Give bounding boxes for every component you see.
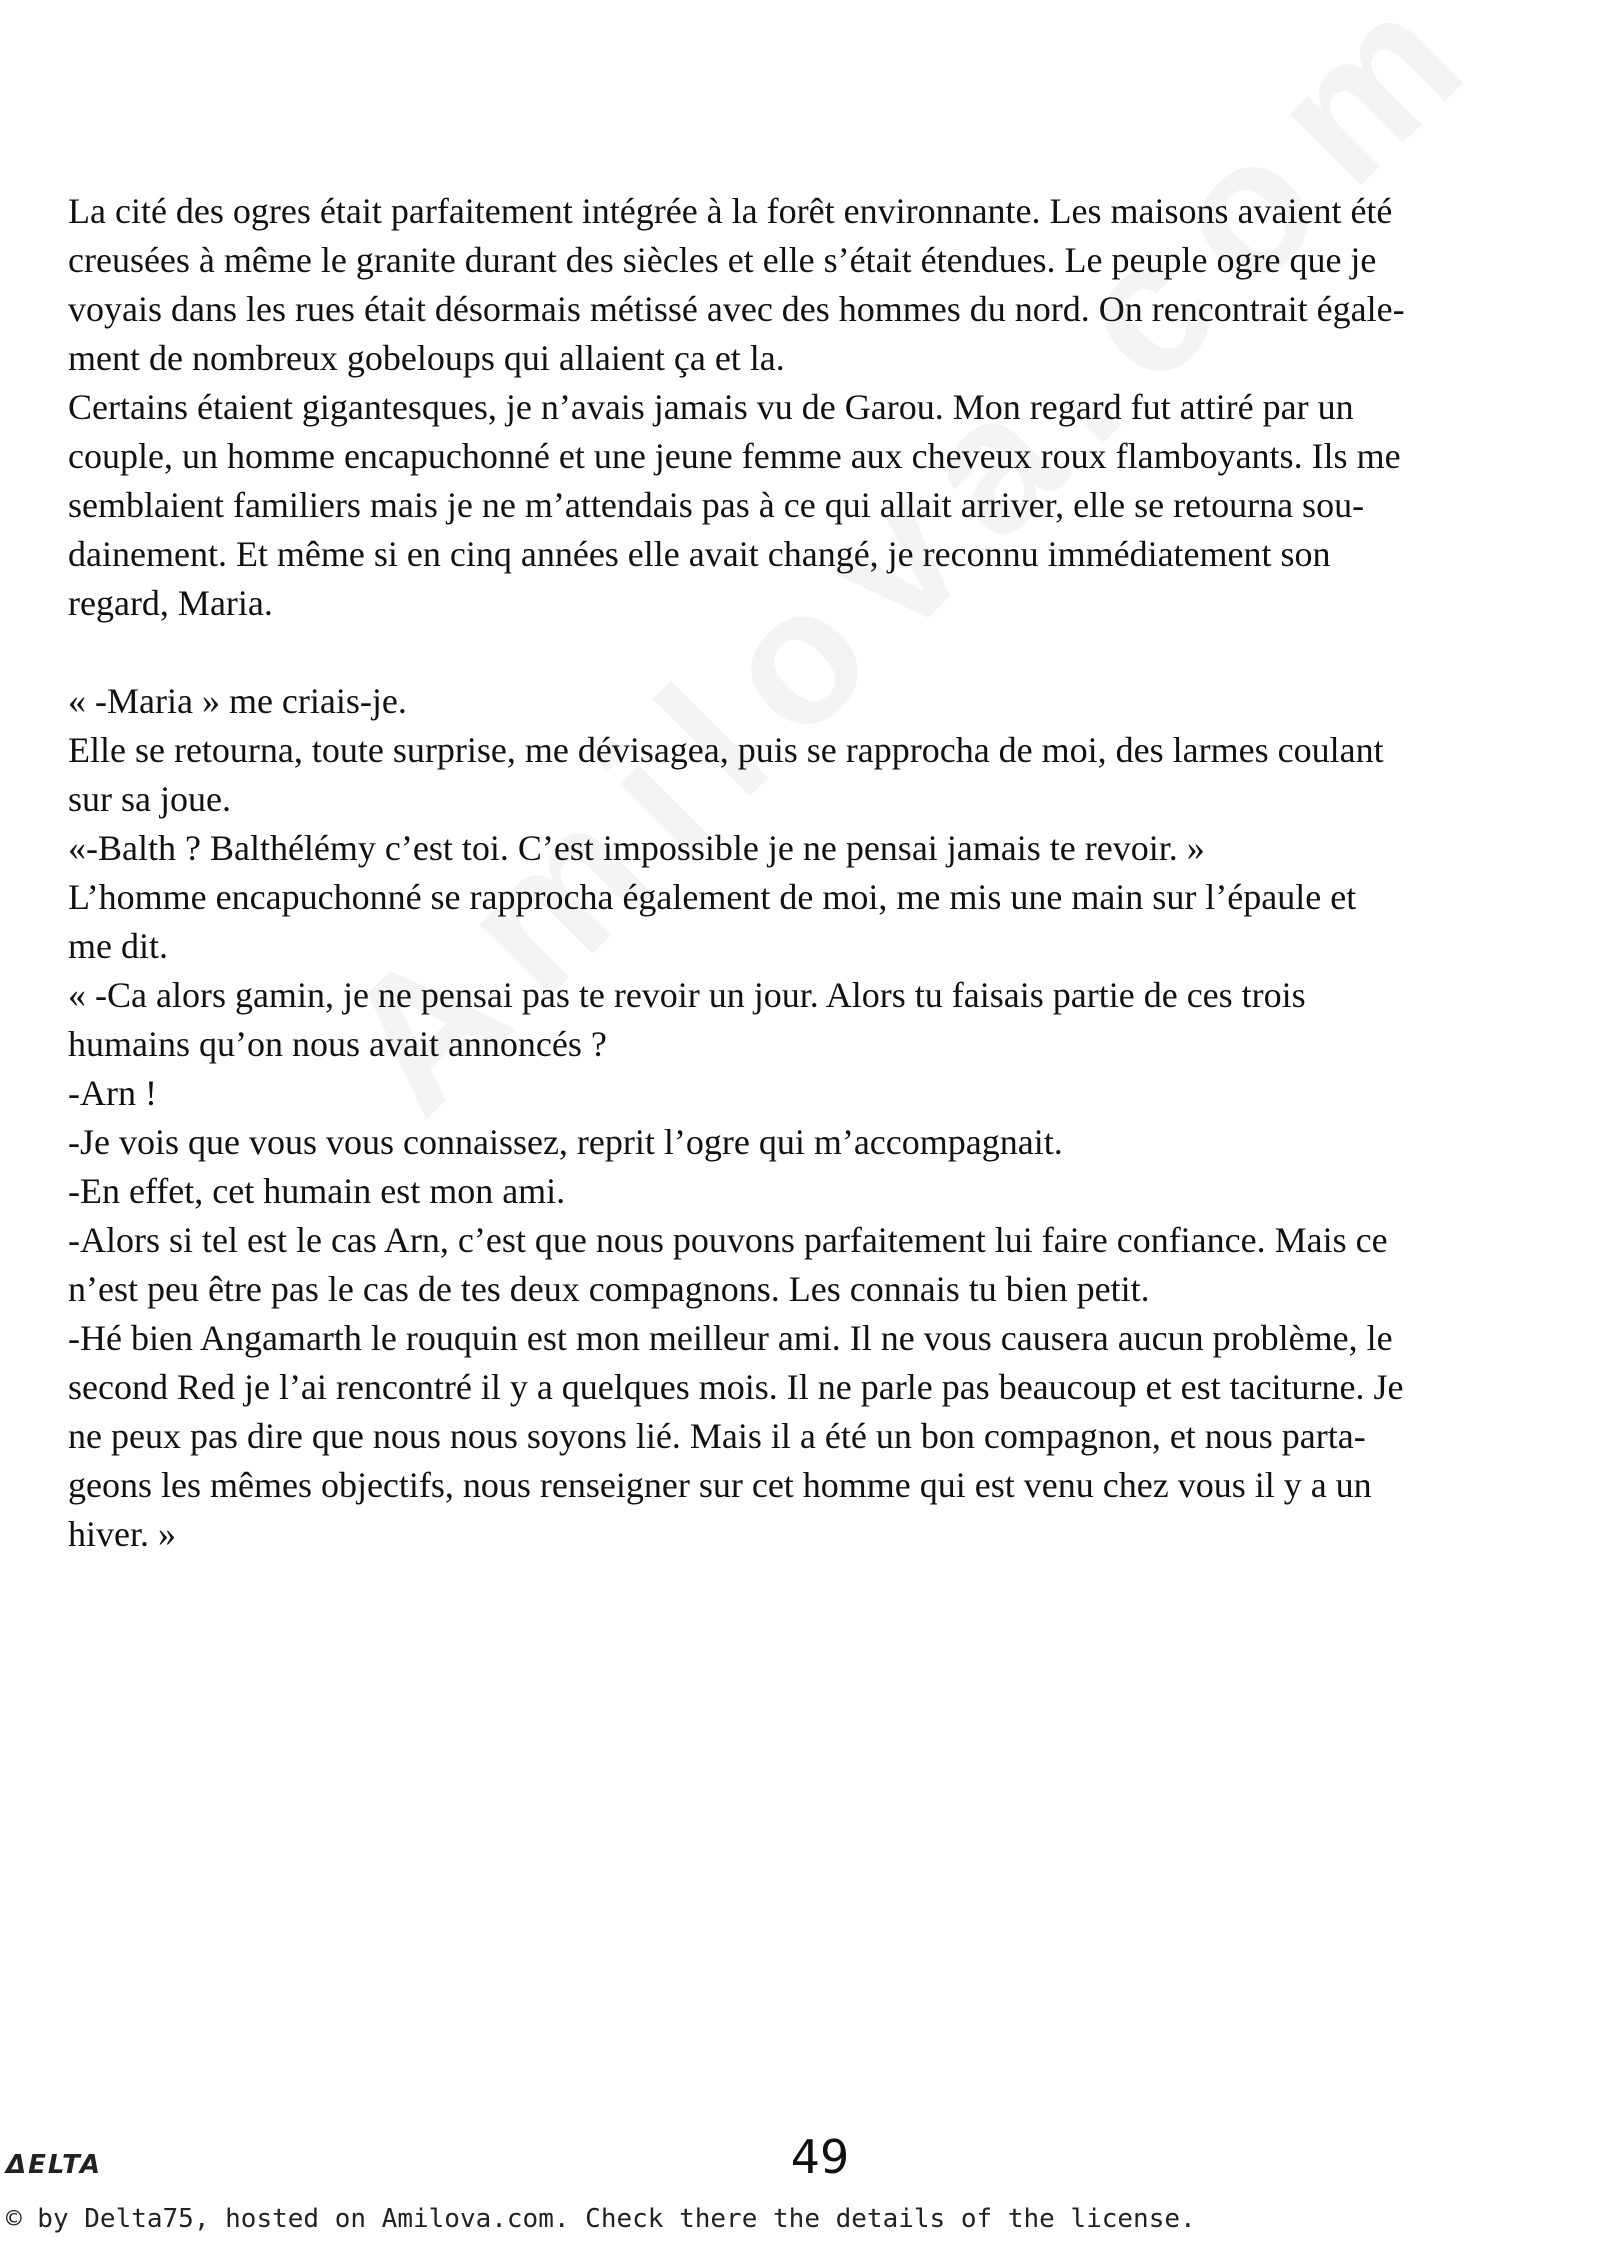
text-line: semblaient familiers mais je ne m’attendais pas à ce qui allait arriver, elle se retourna sou- xyxy=(68,485,1365,525)
text-line: -En effet, cet humain est mon ami. xyxy=(68,1171,566,1211)
delta-logo: ΔELTA xyxy=(6,2150,102,2180)
text-line: «-Balth ? Balthélémy c’est toi. C’est impossible je ne pensai jamais te revoir. » xyxy=(68,828,1205,868)
text-line: L’homme encapuchonné se rapprocha également de moi, me mis une main sur l’épaule et xyxy=(68,877,1357,917)
text-line: « -Maria » me criais-je. xyxy=(68,681,407,721)
text-line: creusées à même le granite durant des siècles et elle s’était étendues. Le peuple ogre que je xyxy=(68,240,1377,280)
text-line: voyais dans les rues était désormais métissé avec des hommes du nord. On rencontrait égale- xyxy=(68,289,1405,329)
text-line: La cité des ogres était parfaitement intégrée à la forêt environnante. Les maisons avaient été xyxy=(68,191,1393,231)
text-line: « -Ca alors gamin, je ne pensai pas te revoir un jour. Alors tu faisais partie de ces trois xyxy=(68,975,1306,1015)
story-text xyxy=(68,187,1568,1559)
text-line: -Arn ! xyxy=(68,1073,157,1113)
text-line: humains qu’on nous avait annoncés ? xyxy=(68,1024,607,1064)
paragraph-spacer xyxy=(68,628,1568,677)
text-line: dainement. Et même si en cinq années elle avait changé, je reconnu immédiatement son xyxy=(68,534,1331,574)
text-line: -Alors si tel est le cas Arn, c’est que nous pouvons parfaitement lui faire confiance. Mais ce xyxy=(68,1220,1388,1260)
text-line: Elle se retourna, toute surprise, me dévisagea, puis se rapprocha de moi, des larmes coulant xyxy=(68,730,1384,770)
text-line: regard, Maria. xyxy=(68,583,273,623)
text-line: -Hé bien Angamarth le rouquin est mon meilleur ami. Il ne vous causera aucun problème, le xyxy=(68,1318,1393,1358)
text-line: second Red je l’ai rencontré il y a quelques mois. Il ne parle pas beaucoup et est taciturne. Je xyxy=(68,1367,1404,1407)
text-line: ment de nombreux gobeloups qui allaient ça et la. xyxy=(68,338,785,378)
text-line: me dit. xyxy=(68,926,168,966)
text-line: -Je vois que vous vous connaissez, reprit l’ogre qui m’accompagnait. xyxy=(68,1122,1063,1162)
text-line: geons les mêmes objectifs, nous renseigner sur cet homme qui est venu chez vous il y a un xyxy=(68,1465,1372,1505)
text-line: couple, un homme encapuchonné et une jeune femme aux cheveux roux flamboyants. Ils me xyxy=(68,436,1401,476)
copyright-notice: © by Delta75, hosted on Amilova.com. Check there the details of the license. xyxy=(6,2204,1196,2234)
text-line: hiver. » xyxy=(68,1514,176,1554)
text-line: ne peux pas dire que nous nous soyons lié. Mais il a été un bon compagnon, et nous parta- xyxy=(68,1416,1366,1456)
text-line: n’est peu être pas le cas de tes deux compagnons. Les connais tu bien petit. xyxy=(68,1269,1150,1309)
text-line: Certains étaient gigantesques, je n’avais jamais vu de Garou. Mon regard fut attiré par un xyxy=(68,387,1354,427)
text-line: sur sa joue. xyxy=(68,779,231,819)
page-number: 49 xyxy=(790,2130,850,2184)
